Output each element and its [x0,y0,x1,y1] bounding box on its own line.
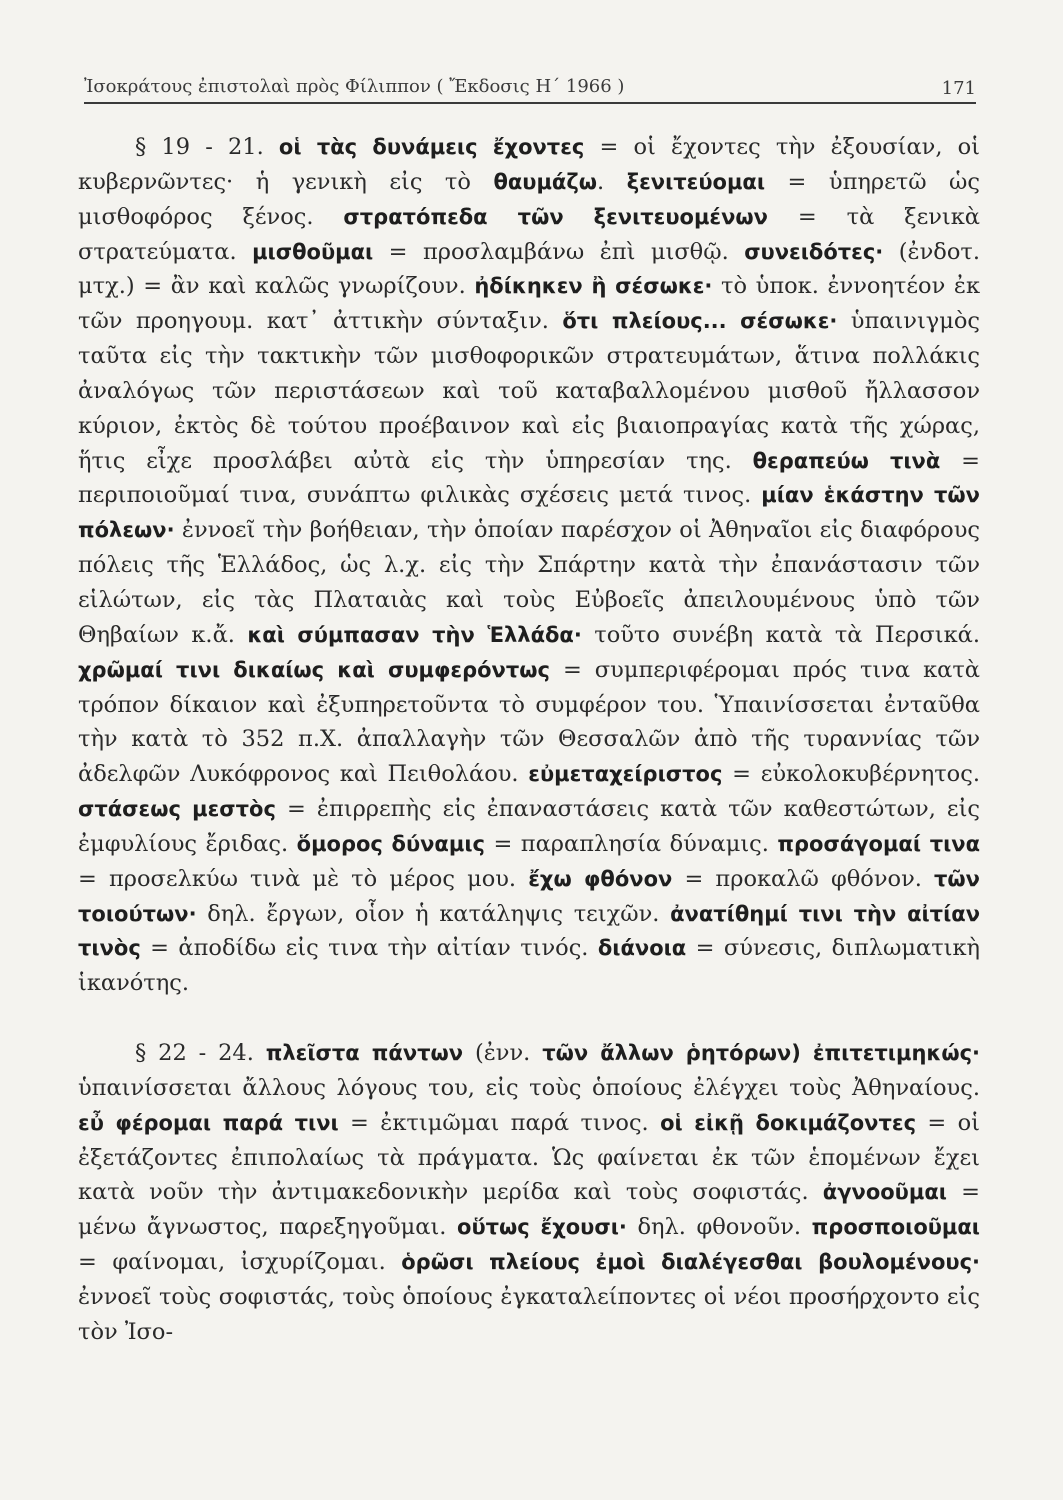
gloss-text: = προσελκύω τινὰ μὲ τὸ μέρος μου. [78,865,529,892]
lemma-term: συνειδότες· [744,239,884,264]
gloss-text: δηλ. φθονοῦν. [626,1214,812,1241]
gloss-text: = τὰ ξενικὰ στρατεύματα. [78,203,980,265]
lemma-term: διάνοια [597,936,687,961]
gloss-text: = ἐπιρρεπὴς εἰς ἐπαναστάσεις κατὰ τῶν καθεστώτων, εἰς ἐμφυλίους ἔριδας. [78,796,980,857]
gloss-text: § 22 - 24. [135,1040,266,1067]
lemma-term: στρατόπεδα τῶν ξενιτευομένων [343,204,768,229]
lemma-term: ἠδίκηκεν ἢ σέσωκε· [474,274,713,299]
lemma-term: πλεῖστα πάντων [265,1041,464,1066]
lemma-term: ὅμορος δύναμις [296,831,485,856]
lemma-term: προσποιοῦμαι [811,1215,980,1240]
gloss-text: = ἐκτιμῶμαι παρά τινος. [338,1109,661,1136]
lemma-term: καὶ σύμπασαν τὴν Ἑλλάδα· [247,622,582,647]
lemma-term: εὖ φέρομαι παρά τινι [78,1110,339,1135]
lemma-term: προσάγομαί τινα [777,831,981,856]
gloss-text: = παραπλησία δύναμις. [484,830,778,857]
gloss-text: = φαίνομαι, ἰσχυρίζομαι. [78,1249,402,1276]
gloss-text: ὑπαινίσσεται ἄλλους λόγους του, εἰς τοὺς ὁποίους ἐλέγχει τοὺς Ἀθηναίους. [78,1074,980,1101]
gloss-text: ἐννοεῖ τὴν βοήθειαν, τὴν ὁποίαν παρέσχον οἱ Ἀθηναῖοι εἰς διαφόρους πόλεις τῆς Ἑλλάδος, ὡς λ.χ. εἰς τὴν Σπάρτην κατὰ τὴν ἐπανάστασιν τῶν εἱλώτων, εἰς τὰς Πλαταιὰς καὶ τοὺς Εὐβοεῖς ἀπειλουμένους ὑπὸ τῶν Θηβαίων κ.ἄ. [78,517,980,648]
lemma-term: τῶν ἄλλων ῥητόρων) ἐπιτετιμηκώς· [542,1041,980,1066]
lemma-term: ἔχω φθόνον [528,866,673,891]
gloss-text: = οἱ ἐξετάζοντες ἐπιπολαίως τὰ πράγματα. Ὡς φαίνεται ἐκ τῶν ἑπομένων ἔχει κατὰ νοῦν τὴν ἀντιμακεδονικὴν μερίδα καὶ τοὺς σοφιστάς. [78,1109,981,1206]
paragraph-sections-19-21 [78,130,980,1001]
gloss-text: = ἀποδίδω εἰς τινα τὴν αἰτίαν τινός. [140,935,598,962]
lemma-term: οὕτως ἔχουσι· [457,1215,627,1240]
gloss-text: . [597,168,627,195]
gloss-text: τὸ ὑποκ. ἐννοητέον ἐκ τῶν προηγουμ. κατ᾽ ἀττικὴν σύνταξιν. [78,273,981,335]
gloss-text: (ἐνδοτ. μτχ.) = ἂν καὶ καλῶς γνωρίζουν. [78,238,980,300]
lemma-term: ἀνατίθημί τινι τὴν αἰτίαν τινὸς [78,901,980,961]
page-number: 171 [941,78,976,99]
lemma-term: οἱ τὰς δυνάμεις ἔχοντες [278,135,585,159]
gloss-text: ὑπαινιγμὸς ταῦτα εἰς τὴν τακτικὴν τῶν μισθοφορικῶν στρατευμάτων, ἅτινα πολλάκις ἀναλόγως τῶν περιστάσεων καὶ τοῦ καταβαλλομένου μισθοῦ ἤλλασσον κύριον, ἐκτὸς δὲ τούτου προέβαινον καὶ εἰς βιαιοπραγίας κατὰ τῆς χώρας, ἥτις εἶχε προσλάβει αὐτὰ εἰς τὴν ὑπηρεσίαν της. [78,308,980,474]
gloss-text: τοῦτο συνέβη κατὰ τὰ Περσικά. [581,621,980,648]
lemma-term: ὁρῶσι πλείους ἐμοὶ διαλέγεσθαι βουλομένους· [401,1250,980,1275]
gloss-text: δηλ. ἔργων, οἷον ἡ κατάληψις τειχῶν. [196,900,671,927]
lemma-term: χρῶμαί τινι δικαίως καὶ συμφερόντως [78,657,550,682]
lemma-term: θεραπεύω τινὰ [752,448,941,473]
gloss-text: = προσλαμβάνω ἐπὶ μισθῷ. [373,238,745,265]
header-title: Ἰσοκράτους ἐπιστολαὶ πρὸς Φίλιππον ( Ἔκδοσις Η΄ 1966 ) [84,76,625,97]
lemma-term: ἀγνοοῦμαι [822,1180,947,1205]
lemma-term: οἱ εἰκῇ δοκιμάζοντες [660,1110,917,1135]
gloss-text: = εὐκολοκυβέρνητος. [722,761,980,788]
gloss-text: = ὑπηρετῶ ὡς μισθοφόρος ξένος. [78,168,980,230]
gloss-text: = περιποιοῦμαί τινα, συνάπτω φιλικὰς σχέσεις μετά τινος. [78,447,980,509]
page-body [78,130,980,1350]
lemma-term: μισθοῦμαι [252,239,374,264]
lemma-term: μίαν ἑκάστην τῶν πόλεων· [78,483,980,543]
running-header [84,72,976,104]
gloss-text: (ἐνν. [463,1040,543,1067]
gloss-text: = οἱ ἔχοντες τὴν ἐξουσίαν, οἱ κυβερνῶντες· ἡ γενικὴ εἰς τὸ [78,134,980,195]
gloss-text: = συμπεριφέρομαι πρός τινα κατὰ τρόπον δίκαιον καὶ ἐξυπηρετοῦντα τὸ συμφέρον του. Ὑπαινίσσεται ἐνταῦθα τὴν κατὰ τὸ 352 π.Χ. ἀπαλλαγὴν τῶν Θεσσαλῶν ἀπὸ τῆς τυραννίας τῶν ἀδελφῶν Λυκόφρονος καὶ Πειθολάου. [78,656,980,788]
gloss-text: = σύνεσις, διπλωματικὴ ἱκανότης. [78,935,981,997]
lemma-term: ὅτι πλείους... σέσωκε· [562,309,838,334]
gloss-text: = μένω ἄγνωστος, παρεξηγοῦμαι. [78,1179,980,1241]
lemma-term: στάσεως μεστὸς [78,797,276,822]
paragraph-sections-22-24 [78,1036,980,1350]
gloss-text: § 19 - 21. [135,134,279,160]
lemma-term: εὐμεταχείριστος [528,762,723,787]
gloss-text: = προκαλῶ φθόνον. [672,865,935,892]
lemma-term: θαυμάζω [493,169,598,194]
gloss-text: ἐννοεῖ τοὺς σοφιστάς, τοὺς ὁποίους ἐγκαταλείποντες οἱ νέοι προσήρχοντο εἰς τὸν Ἰσο- [78,1284,980,1345]
lemma-term: ξενιτεύομαι [626,169,766,194]
lemma-term: τῶν τοιούτων· [78,866,980,926]
